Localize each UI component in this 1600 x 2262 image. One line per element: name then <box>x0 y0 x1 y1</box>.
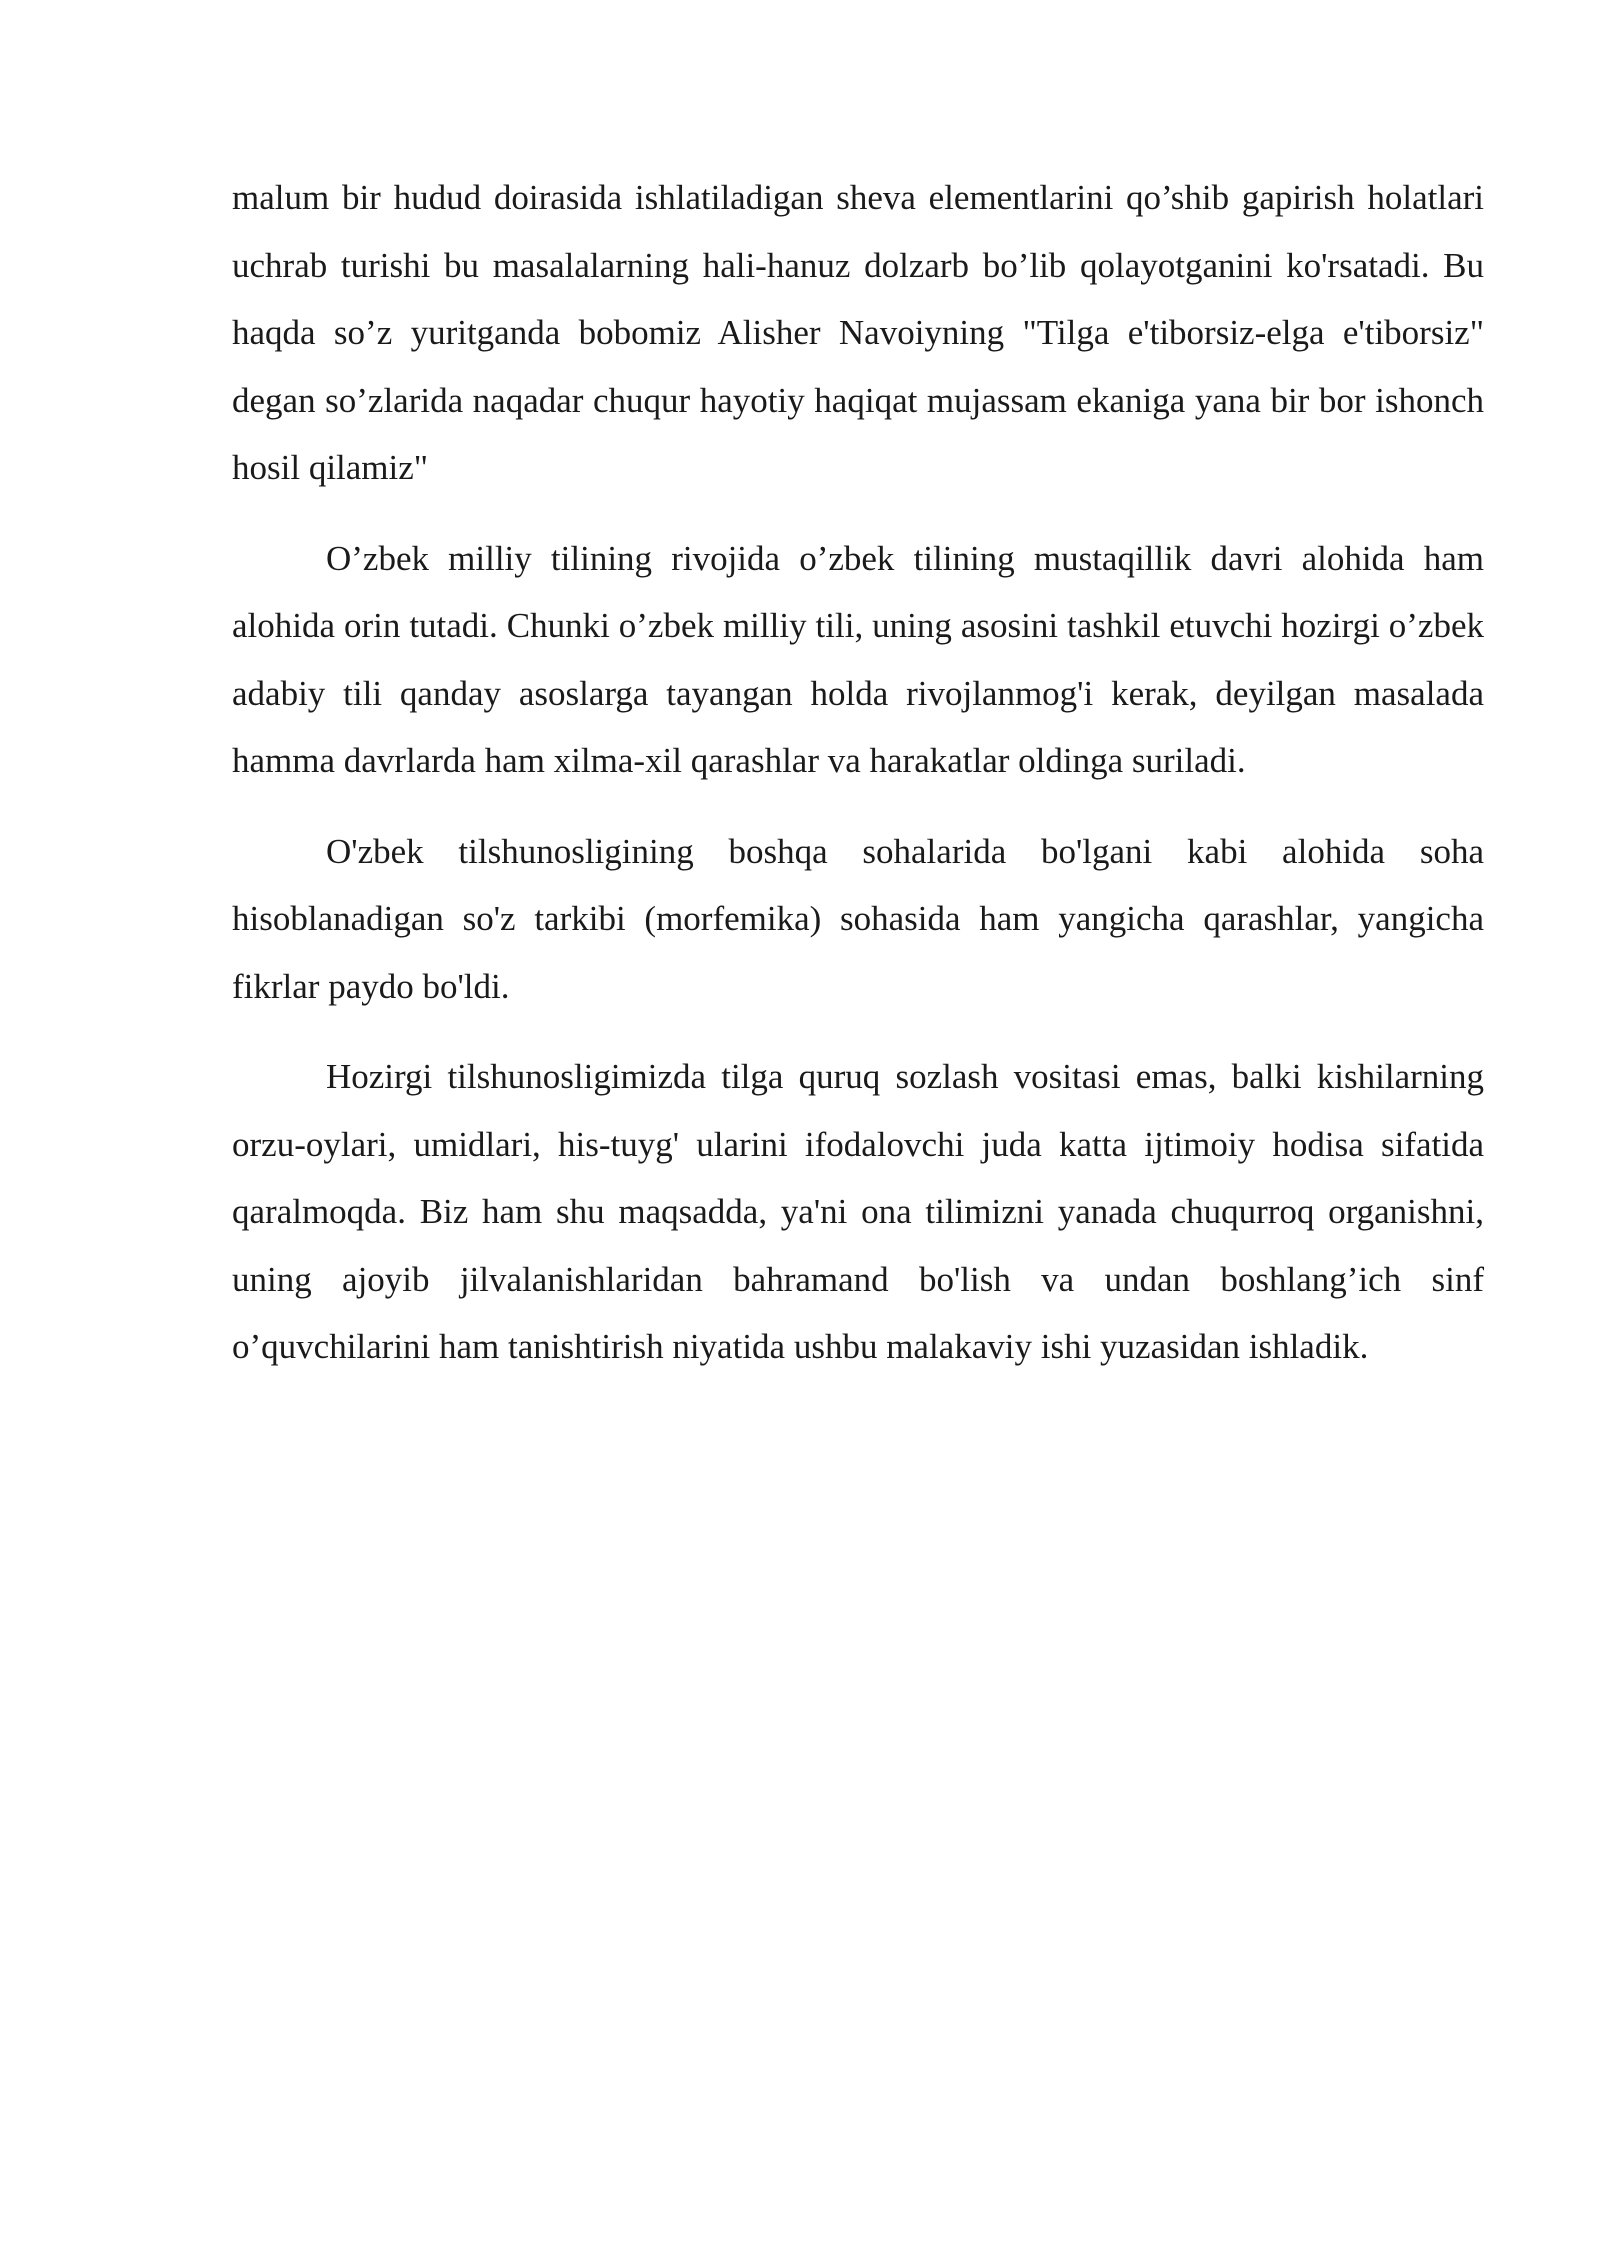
paragraph-milliy-til: O’zbek milliy tilining rivojida o’zbek tilining mustaqillik davri alohida ham alohida orin tutadi. Chunki o’zbek milliy tili, uning asosini tashkil etuvchi hozirgi o’zbek adabiy tili qanday asoslarga tayangan holda rivojlanmog'i kerak, deyilgan masalada hamma davrlarda ham xilma-xil qarashlar va harakatlar oldinga suriladi. <box>232 538 1484 780</box>
paragraph-continuation: malum bir hudud doirasida ishlatiladigan sheva elementlarini qo’shib gapirish holatlari uchrab turishi bu masalalarning hali-hanuz dolzarb bo’lib qolayotganini ko'rsatadi. Bu haqda so’z yuritganda bobomiz Alisher Navoiyning "Tilga e'tiborsiz-elga e'tiborsiz" degan so’zlarida naqadar chuqur hayotiy haqiqat mujassam ekaniga yana bir bor ishonch hosil qilamiz" <box>232 178 1484 487</box>
paragraph-hozirgi-tilshunoslik: Hozirgi tilshunosligimizda tilga quruq sozlash vositasi emas, balki kishilarning orzu-oylari, umidlari, his-tuyg' ularini ifodalovchi juda katta ijtimoiy hodisa sifatida qaralmoqda. Biz ham shu maqsadda, ya'ni ona tilimizni yanada chuqurroq organishni, uning ajoyib jilvalanishlaridan bahramand bo'lish va undan boshlang’ich sinf o’quvchilarini ham tanishtirish niyatida ushbu malakaviy ishi yuzasidan ishladik. <box>232 1057 1484 1366</box>
body-text <box>232 164 1484 1404</box>
paragraph-morfemika: O'zbek tilshunosligining boshqa sohalarida bo'lgani kabi alohida soha hisoblanadigan so'z tarkibi (morfemika) sohasida ham yangicha qarashlar, yangicha fikrlar paydo bo'ldi. <box>232 831 1484 1006</box>
